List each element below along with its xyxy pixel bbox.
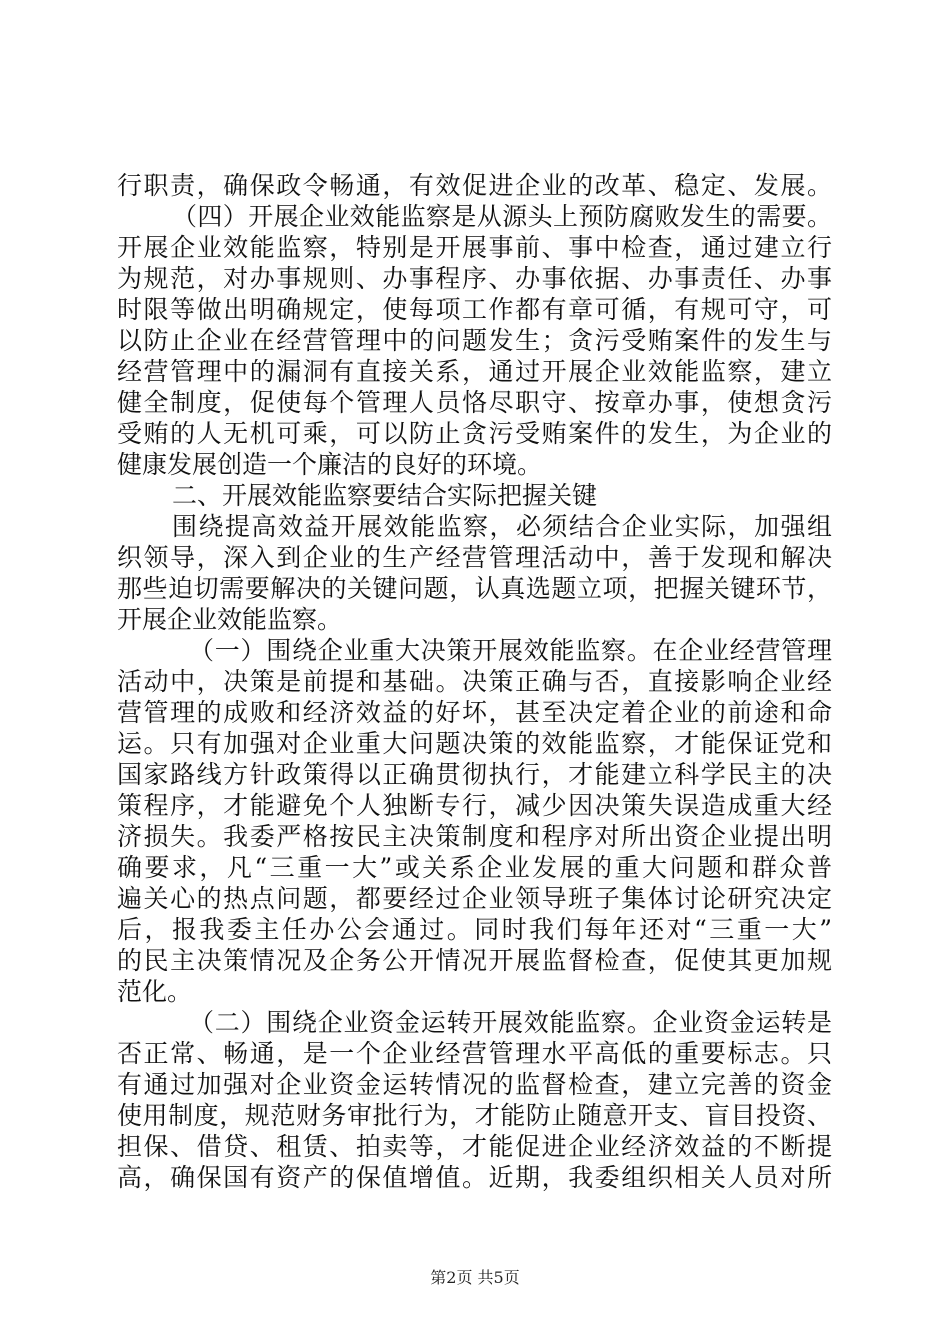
text-line: 营管理的成败和经济效益的好坏，甚至决定着企业的前途和命 <box>117 698 832 727</box>
text-line: 以防止企业在经营管理中的问题发生；贪污受贿案件的发生与 <box>117 326 832 355</box>
paragraph-heading-4: （四）开展企业效能监察是从源头上预防腐败发生的需要。 <box>172 202 832 231</box>
document-body <box>117 170 832 1193</box>
text-line: 确要求，凡“三重一大”或关系企业发展的重大问题和群众普 <box>117 853 832 882</box>
text-line: 行职责，确保政令畅通，有效促进企业的改革、稳定、发展。 <box>117 171 832 200</box>
text-line: 开展企业效能监察，特别是开展事前、事中检查，通过建立行 <box>117 233 832 262</box>
text-line: 健全制度，促使每个管理人员恪尽职守、按章办事，使想贪污 <box>117 388 832 417</box>
text-line: 国家路线方针政策得以正确贯彻执行，才能建立科学民主的决 <box>117 760 832 789</box>
text-line: 开展企业效能监察。 <box>117 605 343 634</box>
paragraph-heading-2: （二）围绕企业资金运转开展效能监察。企业资金运转是 <box>189 1008 832 1037</box>
text-line: 后，报我委主任办公会通过。同时我们每年还对“三重一大” <box>117 915 832 944</box>
page-number-footer: 第2页 共5页 <box>430 1268 520 1287</box>
text-line: 高，确保国有资产的保值增值。近期，我委组织相关人员对所 <box>117 1163 832 1192</box>
text-line: 有通过加强对企业资金运转情况的监督检查，建立完善的资金 <box>117 1070 832 1099</box>
text-line: 时限等做出明确规定，使每项工作都有章可循，有规可守，可 <box>117 295 832 324</box>
text-line: 那些迫切需要解决的关键问题，认真选题立项，把握关键环节， <box>117 574 832 603</box>
text-line: 的民主决策情况及企务公开情况开展监督检查，促使其更加规 <box>117 946 832 975</box>
text-line: 经营管理中的漏洞有直接关系，通过开展企业效能监察，建立 <box>117 357 832 386</box>
text-line: 否正常、畅通，是一个企业经营管理水平高低的重要标志。只 <box>117 1039 832 1068</box>
text-line: 运。只有加强对企业重大问题决策的效能监察，才能保证党和 <box>117 729 832 758</box>
text-line: 担保、借贷、租赁、拍卖等，才能促进企业经济效益的不断提 <box>117 1132 832 1161</box>
text-line: 健康发展创造一个廉洁的良好的环境。 <box>117 450 543 479</box>
paragraph-heading-1: （一）围绕企业重大决策开展效能监察。在企业经营管理 <box>189 636 832 665</box>
section-heading: 二、开展效能监察要结合实际把握关键 <box>172 481 598 510</box>
text-line: 济损失。我委严格按民主决策制度和程序对所出资企业提出明 <box>117 822 832 851</box>
text-line: 活动中，决策是前提和基础。决策正确与否，直接影响企业经 <box>117 667 832 696</box>
paragraph-first-line: 围绕提高效益开展效能监察，必须结合企业实际，加强组 <box>172 512 832 541</box>
text-line: 受贿的人无机可乘，可以防止贪污受贿案件的发生，为企业的 <box>117 419 832 448</box>
text-line: 为规范，对办事规则、办事程序、办事依据、办事责任、办事 <box>117 264 832 293</box>
text-line: 范化。 <box>117 977 193 1006</box>
text-line: 使用制度，规范财务审批行为，才能防止随意开支、盲目投资、 <box>117 1101 832 1130</box>
text-line: 策程序，才能避免个人独断专行，减少因决策失误造成重大经 <box>117 791 832 820</box>
text-line: 织领导，深入到企业的生产经营管理活动中，善于发现和解决 <box>117 543 832 572</box>
text-line: 遍关心的热点问题，都要经过企业领导班子集体讨论研究决定 <box>117 884 832 913</box>
